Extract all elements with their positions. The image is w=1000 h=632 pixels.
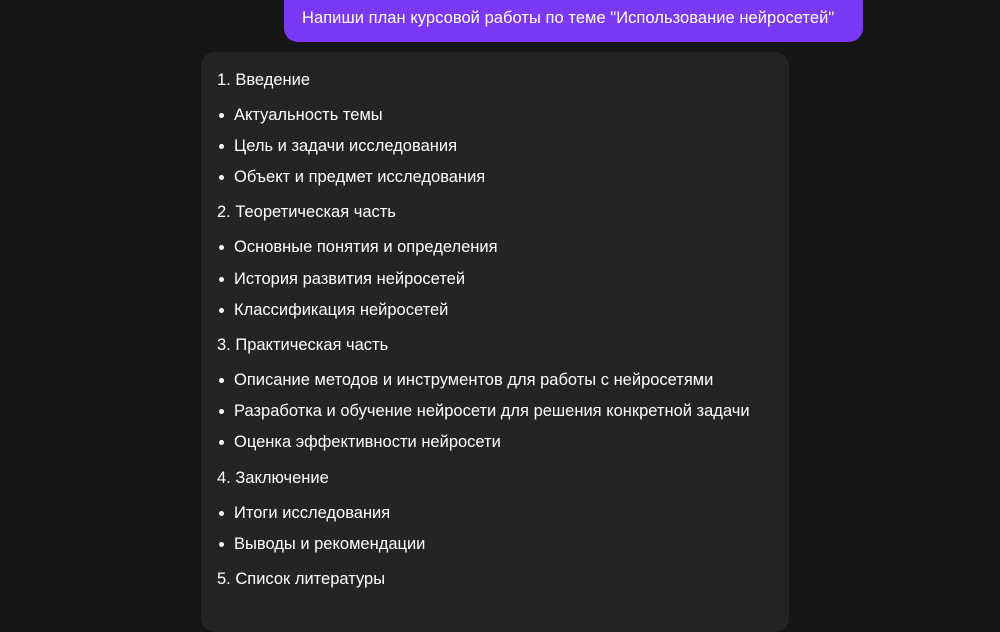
bullet-icon	[219, 378, 224, 383]
bullet-icon	[219, 409, 224, 414]
list-item	[217, 432, 501, 452]
list-item-text: Объект и предмет исследования	[234, 168, 486, 186]
section-title: 1. Введение	[217, 71, 311, 89]
bullet-icon	[219, 440, 224, 445]
section-title: 2. Теоретическая часть	[217, 203, 396, 221]
list-item	[217, 534, 425, 554]
list-item	[217, 105, 383, 125]
bullet-icon	[219, 144, 224, 149]
list-item-text: Оценка эффективности нейросети	[234, 433, 501, 451]
list-item-text: Разработка и обучение нейросети для решения конкретной задачи	[234, 402, 750, 420]
bullet-icon	[219, 542, 224, 547]
list-item-text: Описание методов и инструментов для работы с нейросетями	[234, 371, 714, 389]
list-item	[217, 136, 457, 156]
user-message-text: Напиши план курсовой работы по теме "Использование нейросетей"	[302, 9, 835, 27]
list-item	[217, 300, 448, 320]
list-item-text: Актуальность темы	[234, 106, 383, 124]
list-item	[217, 401, 750, 421]
list-item	[217, 237, 498, 257]
bullet-icon	[219, 245, 224, 250]
assistant-message-bubble	[201, 52, 789, 632]
bullet-icon	[219, 175, 224, 180]
bullet-icon	[219, 308, 224, 313]
list-item-text: Итоги исследования	[234, 504, 391, 522]
list-item-text: История развития нейросетей	[234, 270, 466, 288]
bullet-icon	[219, 511, 224, 516]
user-message-bubble	[284, 0, 863, 42]
list-item-text: Классификация нейросетей	[234, 301, 449, 319]
list-item	[217, 370, 713, 390]
list-item	[217, 503, 390, 523]
list-item-text: Основные понятия и определения	[234, 238, 498, 256]
list-item-text: Цель и задачи исследования	[234, 137, 458, 155]
list-item	[217, 269, 465, 289]
bullet-icon	[219, 113, 224, 118]
list-item-text: Выводы и рекомендации	[234, 535, 426, 553]
list-item	[217, 167, 485, 187]
section-title: 4. Заключение	[217, 469, 329, 487]
section-title: 5. Список литературы	[217, 570, 386, 588]
bullet-icon	[219, 277, 224, 282]
section-title: 3. Практическая часть	[217, 336, 389, 354]
